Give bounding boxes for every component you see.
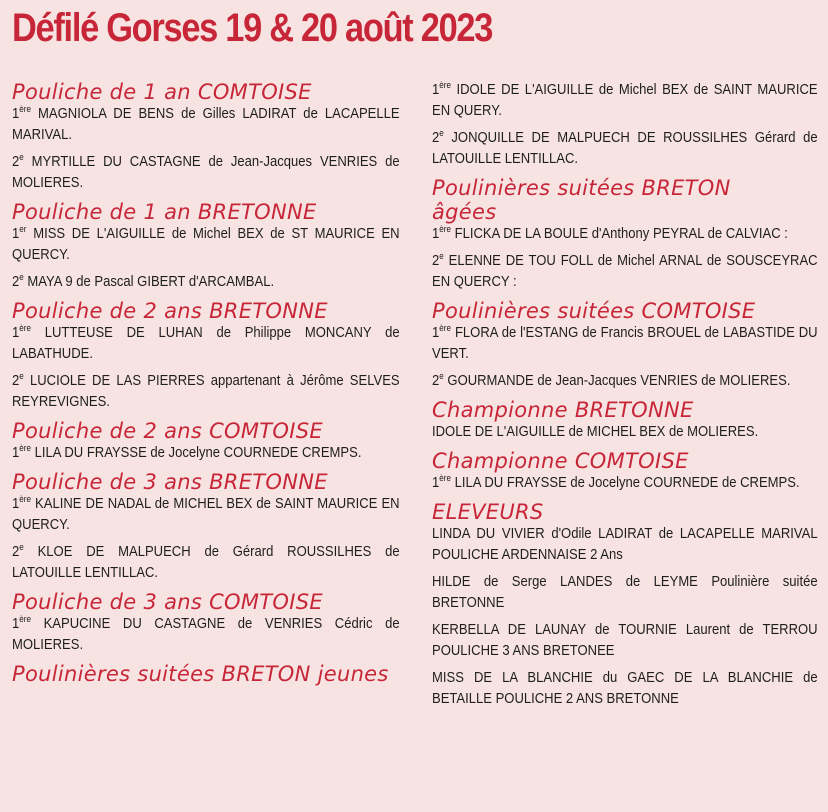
rank-number: 1 — [432, 226, 440, 242]
category-heading: Poulinières suitées COMTOISE — [432, 299, 756, 323]
category-heading: Pouliche de 1 an BRETONNE — [12, 200, 317, 224]
category-section — [12, 419, 400, 464]
category-section — [12, 200, 400, 293]
category-section — [12, 590, 400, 656]
entry-text: LILA DU FRAYSSE de Jocelyne COURNEDE de CREMPS. — [454, 475, 800, 491]
category-heading-cont: âgées — [432, 200, 497, 224]
rank-suffix: e — [19, 542, 24, 553]
result-entry — [432, 422, 818, 443]
result-entry — [12, 371, 400, 413]
rank-number: 1 — [432, 82, 440, 98]
entry-text: MYRTILLE DU CASTAGNE de Jean-Jacques VENRIES de MOLIERES. — [12, 154, 400, 191]
entry-text: MISS DE L'AIGUILLE de Michel BEX de ST MAURICE EN QUERCY. — [12, 226, 400, 263]
rank-number: 1 — [12, 226, 20, 242]
category-section — [12, 80, 400, 194]
rank-suffix: ère — [19, 614, 31, 625]
category-section — [432, 80, 818, 170]
rank-suffix: e — [439, 251, 444, 262]
category-section — [12, 662, 400, 686]
rank-number: 1 — [12, 106, 20, 122]
rank-suffix: ère — [19, 443, 31, 454]
entry-text: KLOE DE MALPUECH de Gérard ROUSSILHES de LATOUILLE LENTILLAC. — [12, 544, 400, 581]
result-entry — [432, 251, 818, 293]
rank-suffix: e — [439, 371, 444, 382]
entry-text: KALINE DE NADAL de MICHEL BEX de SAINT MAURICE EN QUERCY. — [12, 496, 400, 533]
entry-text: ELENNE DE TOU FOLL de Michel ARNAL de SOUSCEYRAC EN QUERCY : — [432, 253, 818, 290]
entry-text: GOURMANDE de Jean-Jacques VENRIES de MOLIERES. — [447, 373, 791, 389]
result-entry — [432, 371, 818, 392]
entry-text: MAYA 9 de Pascal GIBERT d'ARCAMBAL. — [27, 274, 275, 290]
left-column — [12, 80, 400, 688]
entry-text: MAGNIOLA DE BENS de Gilles LADIRAT de LACAPELLE MARIVAL. — [12, 106, 400, 143]
entry-text: IDOLE DE L'AIGUILLE de MICHEL BEX de MOLIERES. — [432, 424, 759, 440]
category-section — [432, 500, 818, 710]
entry-text: HILDE de Serge LANDES de LEYME Poulinière suitée BRETONNE — [432, 574, 818, 611]
category-heading: Pouliche de 2 ans COMTOISE — [12, 419, 323, 443]
rank-number: 1 — [432, 475, 440, 491]
category-section — [432, 449, 818, 494]
entry-text: LINDA DU VIVIER d'Odile LADIRAT de LACAPELLE MARIVAL POULICHE ARDENNAISE 2 Ans — [432, 526, 818, 563]
rank-suffix: e — [19, 272, 24, 283]
result-entry — [432, 668, 818, 710]
rank-suffix: er — [19, 224, 27, 235]
entry-text: LUTTEUSE DE LUHAN de Philippe MONCANY de LABATHUDE. — [12, 325, 400, 362]
rank-number: 1 — [12, 496, 20, 512]
result-entry — [12, 494, 400, 536]
rank-suffix: ère — [439, 224, 451, 235]
rank-suffix: e — [19, 152, 24, 163]
result-entry — [432, 524, 818, 566]
entry-text: FLICKA DE LA BOULE d'Anthony PEYRAL de CALVIAC : — [454, 226, 788, 242]
rank-suffix: ère — [439, 80, 451, 91]
category-section — [12, 299, 400, 413]
right-column — [432, 80, 818, 716]
rank-number: 2 — [432, 373, 440, 389]
category-heading: Poulinières suitées BRETON — [432, 176, 731, 200]
rank-suffix: ère — [439, 473, 451, 484]
result-entry — [432, 323, 818, 365]
category-heading: Championne BRETONNE — [432, 398, 694, 422]
rank-number: 2 — [12, 274, 20, 290]
result-entry — [432, 572, 818, 614]
result-entry — [432, 473, 818, 494]
rank-number: 2 — [12, 154, 20, 170]
entry-text: LILA DU FRAYSSE de Jocelyne COURNEDE CREMPS. — [34, 445, 362, 461]
rank-number: 1 — [12, 325, 20, 341]
entry-text: KERBELLA DE LAUNAY de TOURNIE Laurent de TERROU POULICHE 3 ANS BRETONEE — [432, 622, 818, 659]
result-entry — [432, 224, 818, 245]
category-heading: Pouliche de 1 an COMTOISE — [12, 80, 312, 104]
result-entry — [12, 323, 400, 365]
result-entry — [12, 272, 400, 293]
category-section — [432, 299, 818, 392]
rank-number: 1 — [432, 325, 440, 341]
rank-suffix: e — [439, 128, 444, 139]
result-entry — [432, 620, 818, 662]
result-entry — [432, 128, 818, 170]
category-heading: Pouliche de 3 ans COMTOISE — [12, 590, 323, 614]
category-heading: Pouliche de 3 ans BRETONNE — [12, 470, 328, 494]
category-section — [432, 176, 818, 293]
result-entry — [432, 80, 818, 122]
result-entry — [12, 104, 400, 146]
entry-text: KAPUCINE DU CASTAGNE de VENRIES Cédric de MOLIERES. — [12, 616, 400, 653]
rank-number: 2 — [432, 130, 440, 146]
result-entry — [12, 224, 400, 266]
result-entry — [12, 443, 400, 464]
rank-suffix: ère — [19, 494, 31, 505]
entry-text: IDOLE DE L'AIGUILLE de Michel BEX de SAINT MAURICE EN QUERY. — [432, 82, 818, 119]
entry-text: FLORA de l'ESTANG de Francis BROUEL de LABASTIDE DU VERT. — [432, 325, 818, 362]
category-section — [432, 398, 818, 443]
rank-number: 2 — [12, 373, 20, 389]
result-entry — [12, 542, 400, 584]
rank-number: 1 — [12, 445, 20, 461]
category-heading: Championne COMTOISE — [432, 449, 689, 473]
entry-text: LUCIOLE DE LAS PIERRES appartenant à Jérôme SELVES REYREVIGNES. — [12, 373, 400, 410]
category-section — [12, 470, 400, 584]
entry-text: JONQUILLE DE MALPUECH DE ROUSSILHES Gérard de LATOUILLE LENTILLAC. — [432, 130, 818, 167]
category-heading: ELEVEURS — [432, 500, 544, 524]
category-heading: Poulinières suitées BRETON jeunes — [12, 662, 389, 686]
rank-suffix: ère — [19, 323, 31, 334]
result-entry — [12, 614, 400, 656]
rank-suffix: ère — [19, 104, 31, 115]
rank-number: 2 — [12, 544, 20, 560]
rank-suffix: e — [19, 371, 24, 382]
category-heading: Pouliche de 2 ans BRETONNE — [12, 299, 328, 323]
page-title: Défilé Gorses 19 & 20 août 2023 — [12, 6, 493, 50]
rank-number: 2 — [432, 253, 440, 269]
rank-number: 1 — [12, 616, 20, 632]
result-entry — [12, 152, 400, 194]
rank-suffix: ère — [439, 323, 451, 334]
entry-text: MISS DE LA BLANCHIE du GAEC DE LA BLANCHIE de BETAILLE POULICHE 2 ANS BRETONNE — [432, 670, 818, 707]
